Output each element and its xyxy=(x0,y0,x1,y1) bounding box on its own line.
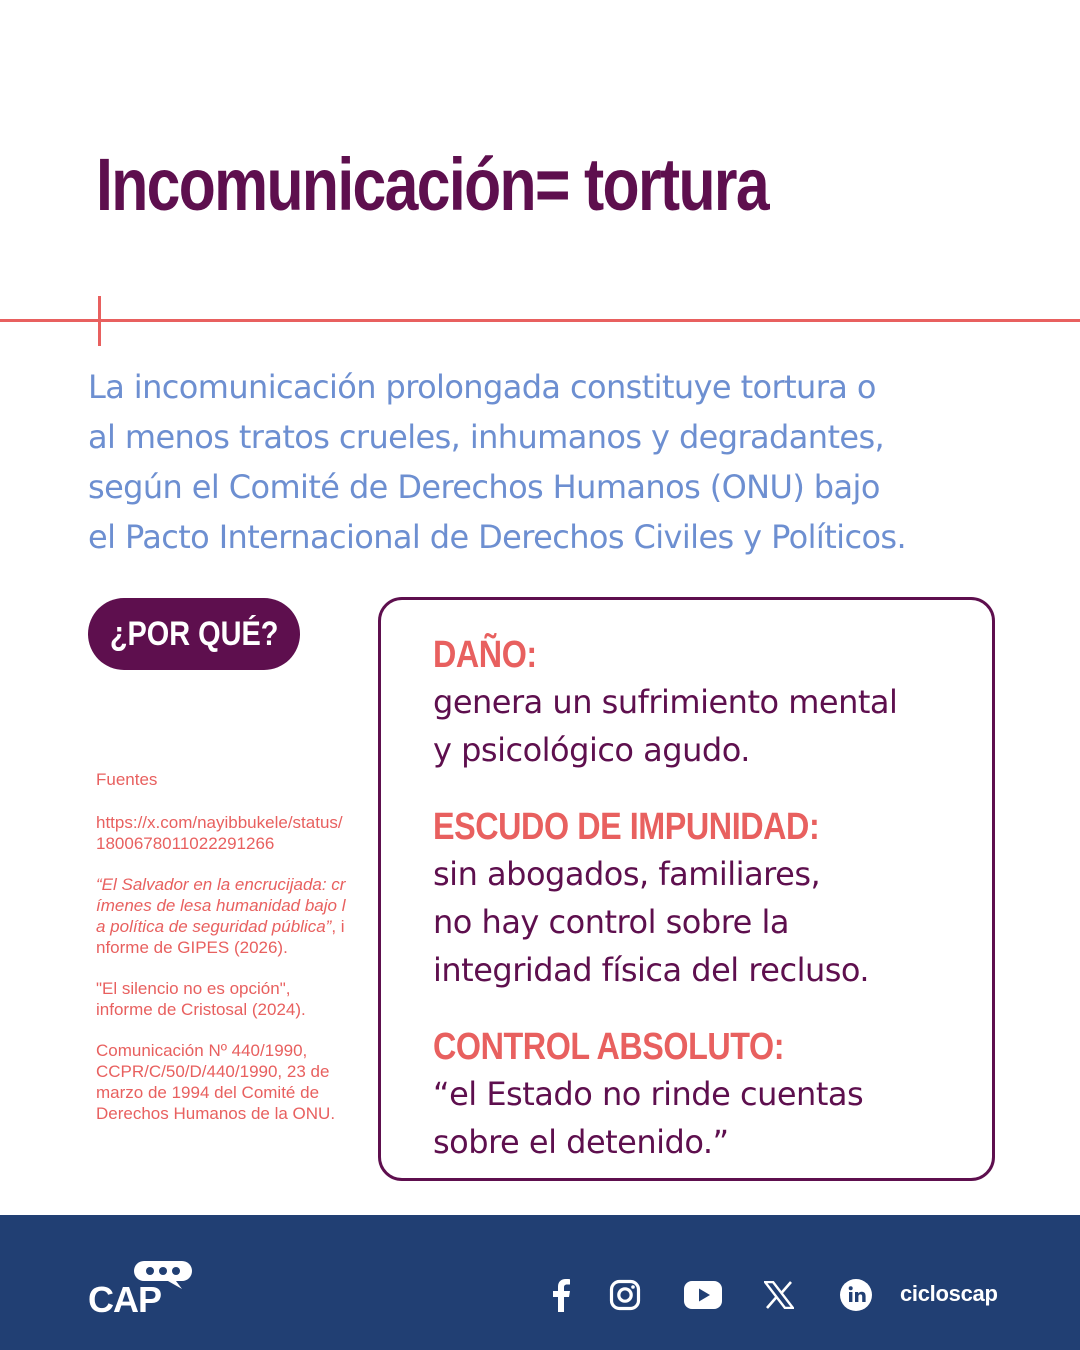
reason-line: sin abogados, familiares, xyxy=(433,855,821,893)
reason-line: integridad física del recluso. xyxy=(433,951,870,989)
source-report-cristosal: "El silencio no es opción", informe de Cristosal (2024). xyxy=(96,979,306,1019)
source-link[interactable]: https://x.com/nayibbukele/status/1800678011022291266 xyxy=(96,813,343,853)
instagram-icon[interactable] xyxy=(609,1277,641,1313)
intro-line: La incomunicación prolongada constituye tortura o xyxy=(88,368,876,406)
reason-item-impunity xyxy=(433,804,887,994)
source-communication: Comunicación Nº 440/1990, CCPR/C/50/D/440/1990, 23 de marzo de 1994 del Comité de Derechos Humanos de la ONU. xyxy=(96,1041,336,1123)
reason-body xyxy=(433,850,887,994)
source-report-gipes-title: “El Salvador en la encrucijada: crímenes de lesa humanidad bajo la política de seguridad pública” xyxy=(96,875,346,936)
intro-line: según el Comité de Derechos Humanos (ONU) bajo xyxy=(88,468,880,506)
intro-line: al menos tratos crueles, inhumanos y degradantes, xyxy=(88,418,885,456)
footer-bar xyxy=(0,1215,1080,1350)
reason-line: no hay control sobre la xyxy=(433,903,789,941)
source-report-gipes-rest: , informe de GIPES (2026). xyxy=(96,917,345,957)
source-report-gipes xyxy=(96,874,346,958)
reason-item-damage xyxy=(433,632,897,774)
reason-line: y psicológico agudo. xyxy=(433,731,750,769)
reason-item-control xyxy=(433,1024,863,1166)
divider-line xyxy=(0,319,1080,322)
reason-line: genera un sufrimiento mental xyxy=(433,683,898,721)
reason-line: sobre el detenido.” xyxy=(433,1123,729,1161)
reason-body xyxy=(433,678,897,774)
youtube-icon[interactable] xyxy=(684,1277,722,1313)
cap-logo[interactable] xyxy=(88,1257,198,1320)
reason-heading: ESCUDO DE IMPUNIDAD: xyxy=(433,806,820,848)
reason-line: “el Estado no rinde cuentas xyxy=(433,1075,864,1113)
x-icon[interactable] xyxy=(764,1277,794,1313)
reason-heading: DAÑO: xyxy=(433,634,537,676)
sources-heading: Fuentes xyxy=(96,770,158,789)
social-handle[interactable]: cicloscap xyxy=(900,1281,998,1306)
sources-section xyxy=(96,769,346,1144)
intro-line: el Pacto Internacional de Derechos Civiles y Políticos. xyxy=(88,518,907,556)
page-title: Incomunicación= tortura xyxy=(96,143,769,226)
facebook-icon[interactable] xyxy=(549,1277,573,1313)
why-badge xyxy=(88,598,300,670)
linkedin-icon[interactable] xyxy=(840,1277,872,1313)
reasons-card xyxy=(378,597,995,1181)
logo-text: CAP xyxy=(88,1279,162,1320)
divider-tick xyxy=(98,296,101,346)
reason-heading: CONTROL ABSOLUTO: xyxy=(433,1026,785,1068)
reason-body xyxy=(433,1070,863,1166)
intro-paragraph xyxy=(88,362,1048,562)
why-badge-label: ¿POR QUÉ? xyxy=(109,614,279,653)
